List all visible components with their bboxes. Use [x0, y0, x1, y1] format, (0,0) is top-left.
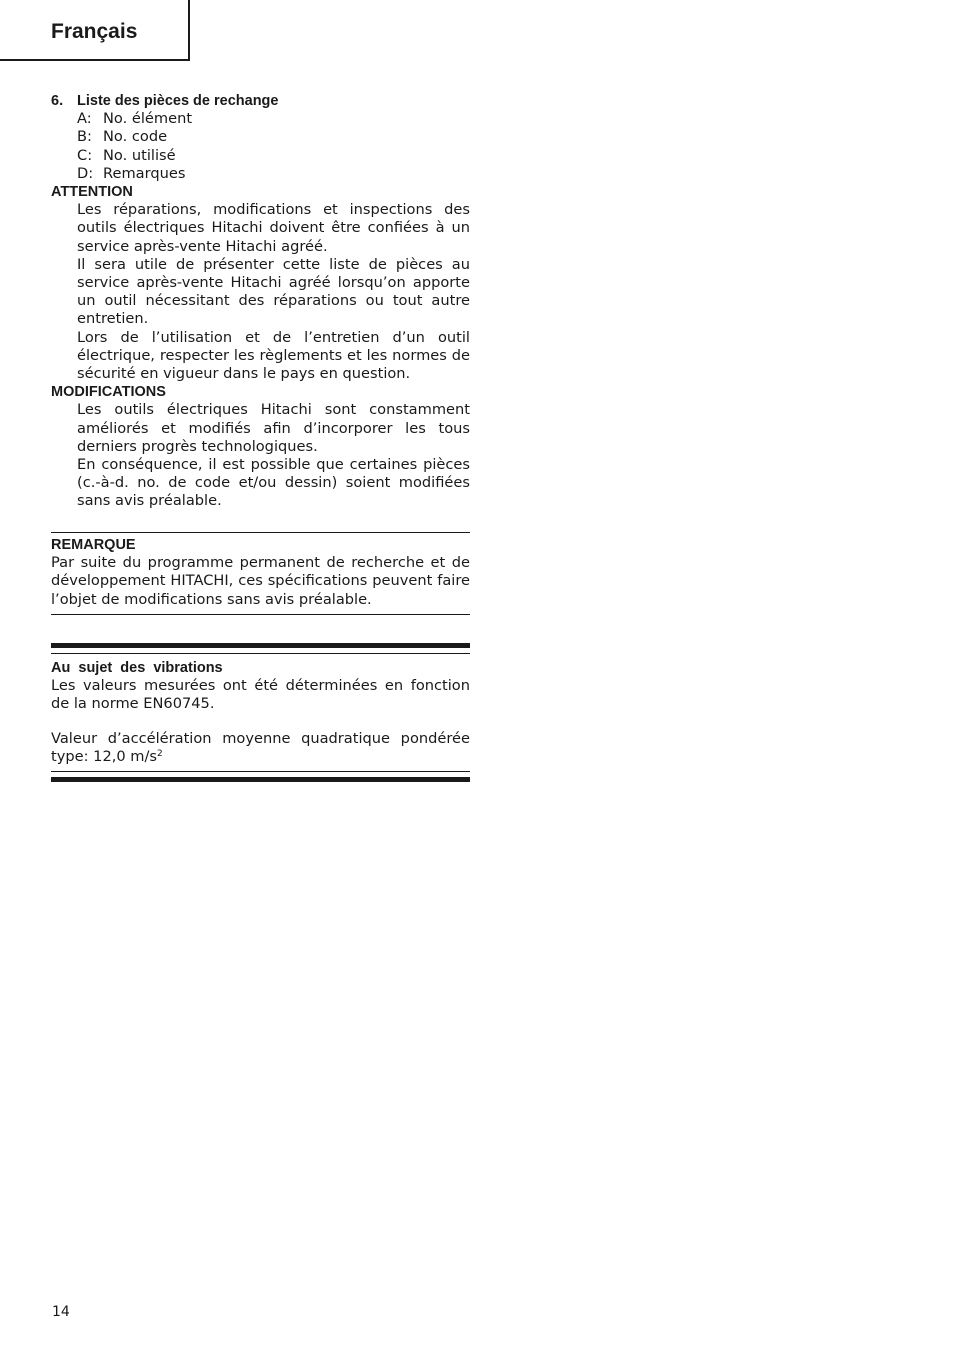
modifications-paragraph: Les outils électriques Hitachi sont constamment améliorés et modifiés afin d’incorporer les tous derniers progrès technologiques.	[77, 401, 470, 455]
attention-paragraph: Il sera utile de présenter cette liste de pièces au service après-vente Hitachi agréé lorsqu’on apporte un outil nécessitant des réparations ou tout autre entretien.	[77, 255, 470, 328]
vibrations-value	[51, 730, 470, 766]
list-item	[51, 110, 470, 128]
vibrations-heading: Au sujet des vibrations	[51, 660, 223, 676]
language-tab	[0, 0, 190, 61]
modifications-heading: MODIFICATIONS	[51, 384, 166, 401]
remarque-top-rule	[51, 532, 470, 533]
language-label: Français	[51, 20, 138, 43]
parts-section	[51, 92, 470, 511]
list-item	[51, 147, 470, 165]
section-number: 6.	[51, 93, 64, 109]
vibrations-box	[51, 659, 470, 766]
vibrations-top-thin-rule	[51, 653, 470, 654]
attention-paragraph: Les réparations, modifications et inspections des outils électriques Hitachi doivent être confiées à un service après-vente Hitachi agréé.	[77, 201, 470, 255]
list-item	[51, 165, 470, 183]
list-item-label: Remarques	[103, 164, 186, 182]
section-heading	[51, 92, 470, 110]
remarque-text: Par suite du programme permanent de recherche et de développement HITACHI, ces spécifications peuvent faire l’objet de modifications sans avis préalable.	[51, 554, 470, 608]
vibrations-bottom-thin-rule	[51, 771, 470, 772]
modifications-paragraph: En conséquence, il est possible que certaines pièces (c.-à-d. no. de code et/ou dessin) soient modifiées sans avis préalable.	[77, 456, 470, 510]
remarque-box	[51, 536, 470, 609]
section-title: Liste des pièces de rechange	[77, 93, 279, 109]
vibrations-value-exponent: 2	[157, 748, 163, 759]
list-item-key: D:	[77, 164, 94, 182]
list-item	[51, 128, 470, 146]
remarque-heading: REMARQUE	[51, 537, 136, 553]
list-item-key: C:	[77, 146, 93, 164]
list-item-key: B:	[77, 128, 92, 146]
list-item-label: No. utilisé	[103, 146, 176, 164]
vibrations-value-text: Valeur d’accélération moyenne quadratique pondérée type: 12,0 m/s	[51, 729, 470, 765]
vibrations-bottom-thick-rule	[51, 777, 470, 782]
list-item-label: No. élément	[103, 110, 193, 128]
list-item-key: A:	[77, 110, 92, 128]
vibrations-top-thick-rule	[51, 643, 470, 648]
attention-heading: ATTENTION	[51, 184, 133, 201]
attention-paragraph: Lors de l’utilisation et de l’entretien d’un outil électrique, respecter les règlements et les normes de sécurité en vigueur dans le pays en question.	[77, 328, 470, 383]
vibrations-text: Les valeurs mesurées ont été déterminées en fonction de la norme EN60745.	[51, 677, 470, 713]
remarque-bottom-rule	[51, 614, 470, 615]
list-item-label: No. code	[103, 128, 168, 146]
page-number: 14	[52, 1304, 70, 1320]
